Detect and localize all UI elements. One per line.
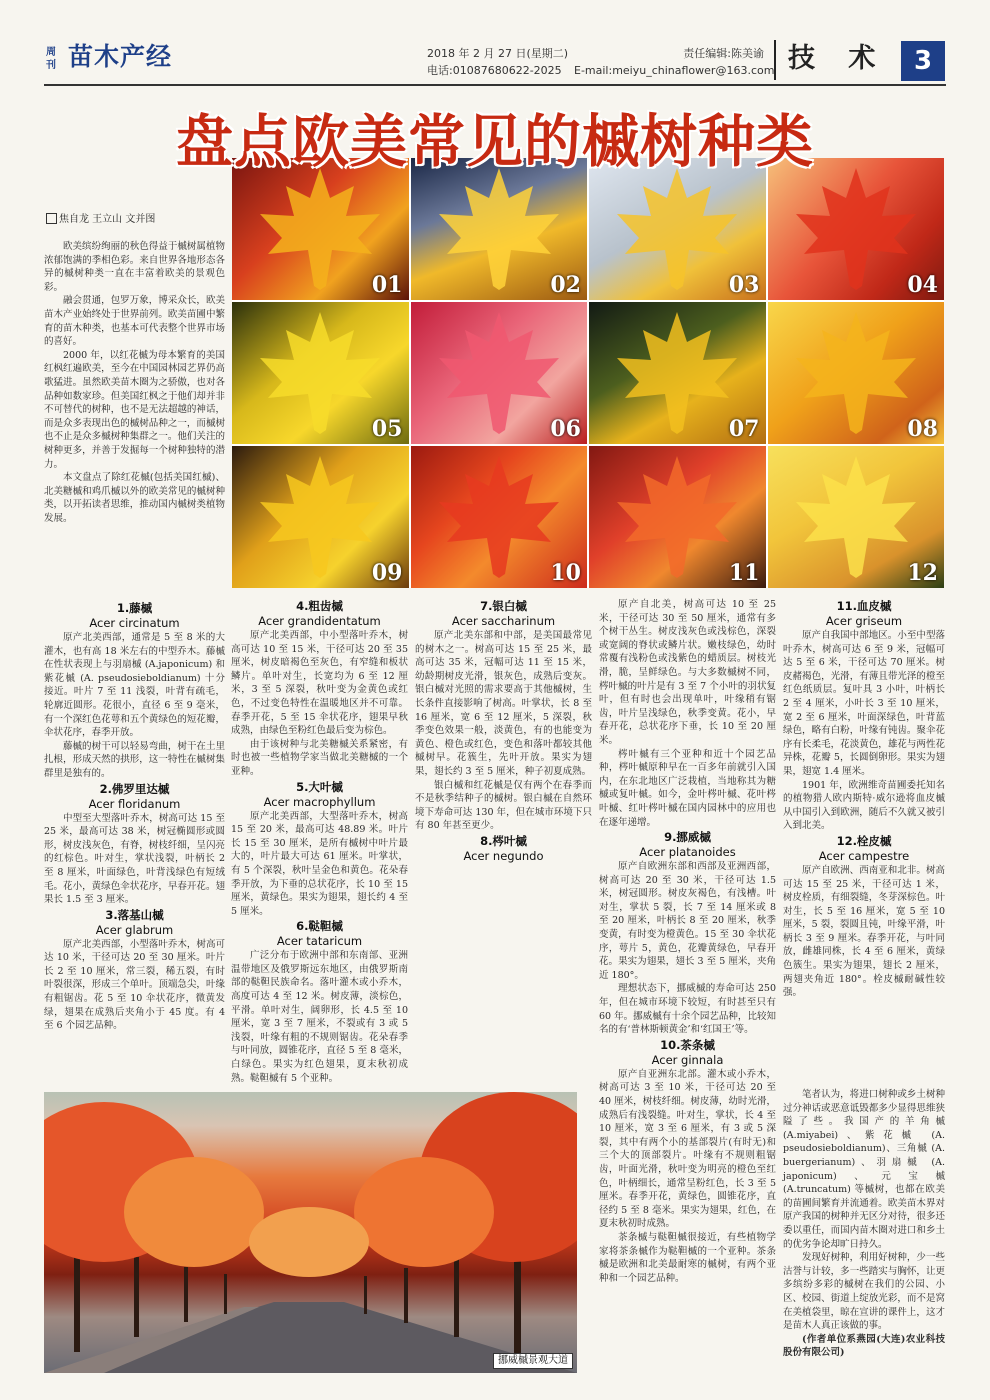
species-heading: 6.鞑靼槭 [296,919,343,934]
species-text: 原产自欧洲东部和西部及亚洲西部，树高可达 20 至 30 米，干径可达 1.5 米，树冠圆形。树皮灰褐色，有浅槽。叶对生，掌状 5 裂，长 7 至 14 厘米或 8 至 20 厘米，叶柄长 8 至 20 厘米，秋季变黄，有时变为橙黄色。15 至 30 伞状花序，萼片 5，黄色，花瓣黄绿色，早春开花。果实为翅果，翅长 3 至 5 厘米，夹角近 180°。 [599,861,776,981]
species-text: 原产自欧洲、西南亚和北非。树高可达 15 至 25 米，干径可达 1 米，树皮栓质，有细裂缝，冬芽深棕色。叶对生，长 5 至 16 厘米，宽 5 至 10 厘米，5 裂，裂圆且钝，叶缘平滑，叶柄长 3 至 9 厘米。春季开花，与叶同放，雌雄同株，长 4 至 6 厘米，黄绿色簇生。果实为翅果，翅长 2 厘米，两翅夹角近 180°。栓皮槭耐碱性较强。 [783,864,945,999]
avenue-photo [44,1092,577,1373]
email: E-mail:meiyu_chinaflower@163.com [574,64,775,77]
paper-name: 苗木产经 [68,42,173,71]
column-4 [599,598,776,1285]
species-text: 银白槭和红花槭是仅有两个在春季而不是秋季结种子的槭树。银白槭在自然环境下寿命可达 130 年，但在城市环境下只有 80 年甚至更少。 [415,779,592,832]
species-latin: Acer negundo [463,848,544,863]
species-heading: 10.茶条槭 [660,1037,715,1052]
leaf-photo-tile [768,302,945,444]
header-divider [774,40,776,80]
intro-paragraph: 2000 年，以红花槭为母本繁育的美国红枫红遍欧美，至今在中国园林园艺界仍高歌猛进。虽然欧美苗木圈为之骄傲，也对各品种如数家珍。但美国红枫之于他们却并非不可替代的树种，也不是无法超越的神话，而是众多表现出色的槭树品种之一，而槭树也不止是众多槭树种集群之一。他们关注的树种更多，并善于发掘每一个树种独特的潜力。 [44,349,225,470]
leaf-photo-tile [232,302,409,444]
species-text: 藤槭的树干可以轻易弯曲，树干在土里扎根，形成天然的拱形，这一特性在槭树集群里是独有的。 [44,740,225,779]
species-text: 原产北美西部，中小型落叶乔木，树高可达 10 至 15 米，干径可达 20 至 35 厘米，树皮暗褐色至灰色，有窄缝和板状鳞片。单叶对生，长宽均为 6 至 12 厘米，3 至 5 深裂，秋叶变为金黄色或红色，不过变色特性在温暖地区并不可靠。春季开花，5 至 15 伞状花序，翅果早秋成熟，由绿色至粉红色最后变为棕色。 [231,630,408,737]
species-text: 由于该树种与北美糖槭关系紧密，有时也被一些植物学家当做北美糖槭的一个亚种。 [231,738,408,777]
species-heading: 9.挪威槭 [664,830,711,845]
leaf-photo-tile [232,446,409,588]
intro-column [44,240,225,525]
species-latin: Acer griseum [825,614,903,628]
editor: 责任编辑:陈美谕 [683,47,764,60]
species-latin: Acer macrophyllum [263,794,376,809]
section-title: 技 术 [788,43,888,74]
column-1-species [44,600,225,1033]
species-text: 梣叶槭有三个亚种和近十个园艺品种，梣叶槭原种早在一百多年前就引入国内，在东北地区广泛栽植，当地称其为糖槭或复叶槭。如今，金叶梣叶槭、花叶梣叶槭、红叶梣叶槭在国内园林中的应用也在逐年递增。 [599,748,776,828]
species-heading: 12.栓皮槭 [836,833,892,848]
intro-paragraph: 本文盘点了除红花槭(包括美国红槭)、北美糖槭和鸡爪槭以外的欧美常见的槭树种类，以开拓读者思维，推动国内槭树类植物发展。 [44,472,225,524]
leaf-photo-tile [589,302,766,444]
tile-number: 03 [728,272,760,298]
weekly-label: 周刊 [46,47,56,71]
intro-paragraph: 融会贯通，包罗万象，博采众长，欧美苗木产业始终处于世界前列。欧美苗圃中繁育的苗木种类，也基本可代表整个世界市场的喜好。 [44,295,225,348]
tile-number: 11 [728,560,760,586]
tile-number: 09 [371,560,403,586]
species-heading: 2.佛罗里达槭 [99,781,170,796]
species-heading: 1.藤槭 [116,601,153,615]
leaf-photo-tile [411,158,588,300]
header-rule [44,84,946,86]
tile-number: 06 [550,416,581,442]
column-3 [415,598,592,864]
species-latin: Acer campestre [818,848,910,863]
leaf-photo-tile [411,302,588,444]
leaf-photo-tile [768,446,945,588]
closing-paragraph: 发现好树种，利用好树种，少一些沽誉与计较，多一些踏实与胸怀，让更多缤纷多彩的槭树在我们的公园、小区、校园、街道上绽放光彩，而不是窝在美植袋里，晾在宣讲的课件上，这才是苗木人真正该做的事。 [783,1252,945,1332]
byline-text: 焦自龙 王立山 文并图 [59,214,156,225]
species-text: 理想状态下，挪威槭的寿命可达 250 年，但在城市环境下较短，有时甚至只有 60 年。挪威槭有十余个园艺品种，比较知名的有‘普林斯顿黄金’和‘红国王’等。 [599,983,776,1036]
intro-paragraph: 欧美缤纷绚丽的秋色得益于槭树属植物浓郁饱满的季相色彩。来自世界各地形态各异的槭树种类一直在丰富着欧美的景观色彩。 [44,241,225,293]
column-2 [231,598,408,1085]
author-affiliation: (作者单位系燕园(大连)农业科技股份有限公司) [783,1333,945,1359]
species-latin: Acer ginnala [651,1052,724,1067]
species-heading: 11.血皮槭 [836,599,892,613]
issue-date: 2018 年 2 月 27 日(星期二) [427,47,569,60]
tile-number: 07 [728,416,760,442]
byline-box-icon [46,213,57,224]
species-latin: Acer circinatum [89,616,180,630]
species-latin: Acer tataricum [276,934,363,949]
species-text: 中型至大型落叶乔木，树高可达 15 至 25 米，最高可达 38 米，树冠椭圆形或圆形，树皮浅灰色，有脊，树枝纤细，呈闪亮的红棕色。叶对生，掌状浅裂，叶柄长 2 至 8 厘米，叶面绿色，叶背浅绿色有短绒毛。花小，黄绿色伞状花序，早春开花。翅果长 1.5 至 3 厘米。 [44,812,225,906]
leaf-photo-tile [589,446,766,588]
page-number: 3 [901,41,945,81]
species-text: 1901 年，欧洲维奇苗圃委托知名的植物猎人欧内斯特·威尔逊将血皮槭从中国引入到欧洲，随后不久就又被引入到北美。 [783,779,945,832]
species-heading: 8.梣叶槭 [480,833,527,848]
species-text: 原产自我国中部地区。小至中型落叶乔木，树高可达 6 至 9 米，冠幅可达 5 至 6 米，干径可达 70 厘米。树皮赭褐色，光滑，有薄且带光泽的橙至红色纸质层。复叶具 3 小叶，叶柄长 2 至 4 厘米，小叶长 3 至 10 厘米，宽 2 至 6 厘米，叶面深绿色，叶背蓝绿色，略有白粉，叶缘有钝齿。聚伞花序有长柔毛，花淡黄色，雄花与两性花异株，花瓣 5，长圆倒卵形。果实为翅果，翅宽 1.4 厘米。 [783,630,945,777]
phone: 电话:01087680622-2025 [427,64,562,77]
species-text: 原产北美东部和中部，是美国最常见的树木之一。树高可达 15 至 25 米，最高可达 35 米，冠幅可达 11 至 15 米，幼龄期树皮光滑，银灰色，成熟后变灰。银白槭对光照的需求要高于其他槭树，生长条件直接影响了树高。叶掌状，长 8 至 16 厘米，宽 6 至 12 厘米，5 深裂，秋季变色效果一般，淡黄色，有的也能变为黄色、橙色或红色，变色和落叶都较其他槭树早。花簇生，先叶开放。果实为翅果，翅长约 3 至 5 厘米，种子初夏成熟。 [415,630,592,777]
tile-number: 04 [907,272,938,298]
closing-paragraph: 笔者认为，将进口树种或乡土树种过分神话或恶意诋毁都多少显得思维狭隘了些。我国产的羊角槭 (A.miyabei)、紫花槭 (A. pseudosieboldianum)、三角槭 (A. buergerianum)、羽扇槭 (A. japonicum)、元宝槭 (A.truncatum) 等槭树，也都在欧美的苗圃间繁育并流通着。欧美苗木界对原产我国的树种并无区分对待，很多还委以重任，而国内苗木圈对进口和乡土的优劣争论却旷日持久。 [783,1089,945,1250]
tile-number: 12 [907,560,938,586]
column-5 [783,598,945,1000]
species-text: 原产自亚洲东北部。灌木或小乔木，树高可达 3 至 10 米，干径可达 20 至 40 厘米，树枝纤细。树皮薄，幼时光滑，成熟后有浅裂缝。叶对生，掌状，长 4 至 10 厘米，宽 3 至 6 厘米，有 3 或 5 深裂，其中有两个小的基部裂片(有时无)和三个大的顶部裂片。叶缘有不规则粗锯齿，叶面光滑，秋叶变为明亮的橙色至红色，叶柄细长，通常呈粉红色，长 3 至 5 厘米。春季开花，黄绿色，圆锥花序，直径约 5 至 8 毫米。果实为翅果，红色，在夏末秋初时成熟。 [599,1068,776,1230]
species-heading: 7.银白槭 [480,599,527,613]
article-title: 盘点欧美常见的槭树种类 [176,108,814,175]
tile-number: 01 [371,272,403,298]
species-latin: Acer saccharinum [451,614,556,628]
leaf-photo-tile [232,158,409,300]
photo-caption: 挪威槭景观大道 [493,1353,573,1369]
species-latin: Acer glabrum [95,922,174,937]
tile-number: 10 [550,560,581,586]
species-text: 广泛分布于欧洲中部和东南部、亚洲温带地区及俄罗斯远东地区，由俄罗斯南部的鞑靼民族命名。落叶灌木或小乔木，高度可达 4 至 12 米。树皮薄，淡棕色，平滑。单叶对生，阔卵形，长 4.5 至 10 厘米，宽 3 至 7 厘米，不裂或有 3 或 5 浅裂，叶缘有粗的不规则锯齿。花朵春季与叶同放，圆锥花序，直径 5 至 8 毫米，白绿色。果实为红色翅果，夏末秋初成熟。鞑靼槭有 5 个亚种。 [231,950,408,1084]
tile-number: 05 [371,416,403,442]
species-text: 原产北美西部，小型落叶乔木，树高可达 10 米，干径可达 20 至 30 厘米。叶片长 2 至 10 厘米，常三裂，稀五裂，有时叶裂很深，形成三个单叶。顶端急尖，叶缘有粗锯齿。花 5 至 10 伞状花序，微黄发绿，翅果在成熟后夹角小于 45 度。有 4 至 6 个园艺品种。 [44,938,225,1032]
avenue-illustration [44,1092,577,1373]
leaf-photo-tile [589,158,766,300]
species-latin: Acer grandidentatum [258,614,381,628]
tree-canopies [44,1092,577,1277]
closing-section [783,1088,945,1360]
species-text: 原产北美西部，通常是 5 至 8 米的大灌木，也有高 18 米左右的中型乔木。藤槭在性状表现上与羽扇槭 (A.japonicum) 和紫花槭 (A. pseudosieboldianum) 十分接近。叶片 7 至 11 浅裂，叶背有疏毛，轮廓近圆形。花很小，直径 6 至 9 毫米，有一个深红色花萼和五个黄绿色的短花瓣，伞状花序，春季开放。 [44,632,225,739]
species-heading: 5.大叶槭 [296,779,343,794]
tile-number: 02 [550,272,581,298]
species-heading: 3.落基山槭 [105,907,164,922]
tile-number: 08 [907,416,938,442]
species-text: 原产自北美，树高可达 10 至 25 米，干径可达 30 至 50 厘米，通常有多个树干丛生。树皮浅灰色或浅棕色，深裂或宽阔的脊状或鳞片状。嫩枝绿色，幼时常覆有浅粉色或浅紫色的蜡质层。树枝光滑，脆，呈鲜绿色。与大多数槭树不同，梣叶槭的叶片是有 3 至 7 个小叶的羽状复叶，但有时也会出现单叶，叶缘稍有锯齿，叶片呈浅绿色，秋季变黄。花小，早春开花，总状花序下垂，长 10 至 20 厘米。 [599,599,776,746]
leaf-photo-tile [768,158,945,300]
species-text: 茶条槭与鞑靼槭很接近，有些植物学家将茶条槭作为鞑靼槭的一个亚种。茶条槭是欧洲和北美最耐寒的槭树，有两个亚种和一个园艺品种。 [599,1231,776,1284]
species-text: 原产北美西部，大型落叶乔木，树高 15 至 20 米，最高可达 48.89 米。叶片长 15 至 30 厘米，是所有槭树中叶片最大的，叶片最大可达 61 厘米。叶掌状，有 5 个深裂，秋叶呈金色和黄色。花朵春季开放，为下垂的总状花序，长 10 至 15 厘米，黄绿色。果实为翅果，翅长约 4 至 5 厘米。 [231,810,408,917]
species-latin: Acer platanoides [639,845,736,860]
byline [46,213,155,227]
leaf-photo-grid [232,158,944,588]
species-latin: Acer floridanum [88,796,181,811]
leaf-photo-tile [411,446,588,588]
species-heading: 4.粗齿槭 [296,599,343,613]
